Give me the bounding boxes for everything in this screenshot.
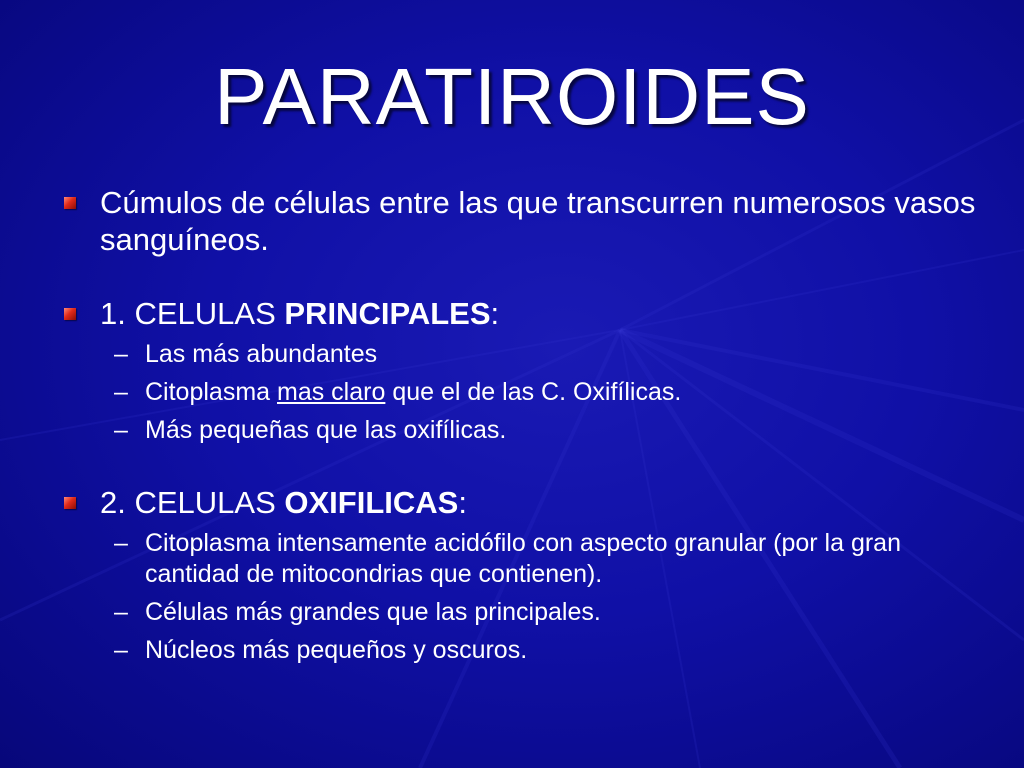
bullet-square-icon <box>64 197 76 209</box>
sub-item <box>64 635 984 666</box>
bullet-celulas-oxifilicas <box>64 484 984 521</box>
bullet-square-icon <box>64 497 76 509</box>
bullet-cumulos <box>64 184 984 258</box>
sub-item-text: Citoplasma intensamente acidófilo con aspecto granular (por la gran cantidad de mitocondrias que contienen). <box>145 529 901 588</box>
principales-sublist <box>64 339 984 446</box>
dash-marker: – <box>114 598 128 626</box>
sub-item <box>64 528 984 590</box>
sub-item <box>64 415 984 446</box>
dash-marker: – <box>114 416 128 444</box>
sub-item-text: Más pequeñas que las oxifílicas. <box>145 416 507 444</box>
slide-title: PARATIROIDES <box>214 52 810 141</box>
bullet-celulas-principales <box>64 295 984 332</box>
bullet-oxifilicas-bold: OXIFILICAS <box>284 485 459 520</box>
sub-item-text: Las más abundantes <box>145 340 378 368</box>
sub-item <box>64 597 984 628</box>
bullet-principales-prefix: 1. CELULAS <box>100 296 285 331</box>
slide-content <box>64 184 984 666</box>
dash-marker: – <box>114 340 128 368</box>
dash-marker: – <box>114 529 128 557</box>
bullet-square-icon <box>64 308 76 320</box>
sub-item-underlined-text: mas claro <box>277 378 386 406</box>
sub-item-text-prefix: Citoplasma <box>145 378 277 406</box>
sub-item-text-suffix: que el de las C. Oxifílicas. <box>385 378 682 406</box>
sub-item-text: Núcleos más pequeños y oscuros. <box>145 636 528 664</box>
oxifilicas-sublist <box>64 528 984 666</box>
sub-item <box>64 339 984 370</box>
bullet-oxifilicas-prefix: 2. CELULAS <box>100 485 285 520</box>
dash-marker: – <box>114 378 128 406</box>
sub-item-text: Células más grandes que las principales. <box>145 598 601 626</box>
sub-item <box>64 377 984 408</box>
dash-marker: – <box>114 636 128 664</box>
bullet-cumulos-text: Cúmulos de células entre las que transcurren numerosos vasos sanguíneos. <box>100 185 976 257</box>
bullet-principales-bold: PRINCIPALES <box>284 296 491 331</box>
bullet-principales-suffix: : <box>490 296 500 331</box>
bullet-oxifilicas-suffix: : <box>458 485 467 520</box>
